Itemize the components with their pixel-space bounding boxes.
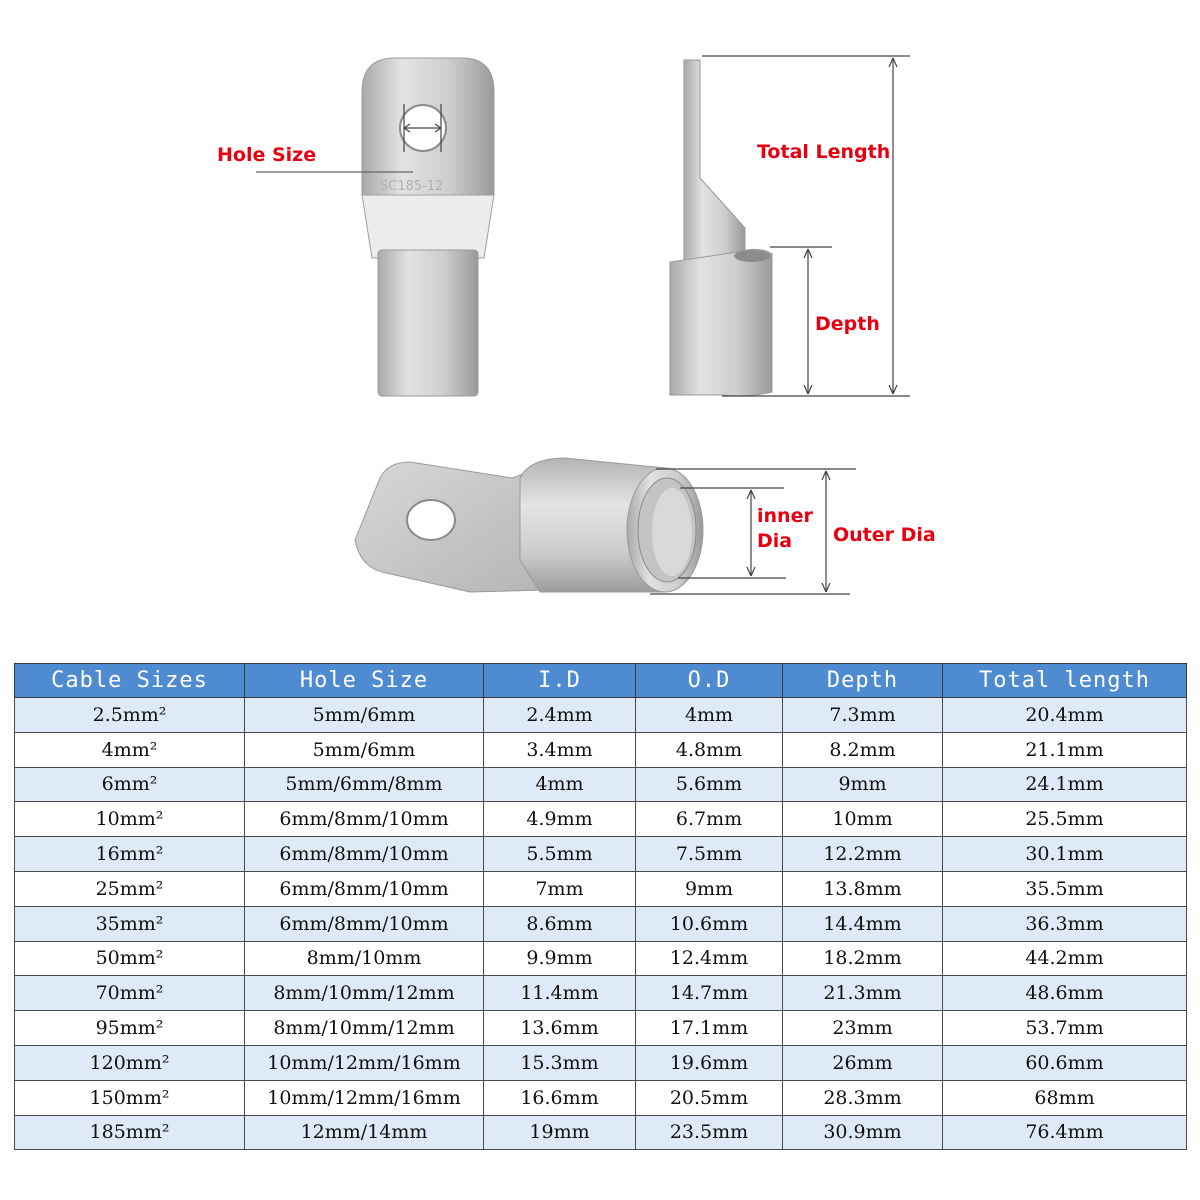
table-cell: 7mm: [484, 871, 636, 906]
table-cell: 10mm/12mm/16mm: [245, 1080, 484, 1115]
table-row: [15, 1080, 1187, 1115]
table-cell: 8mm/10mm/12mm: [245, 1011, 484, 1046]
lug-bottom-view: [355, 458, 703, 592]
table-cell: 14.4mm: [783, 906, 943, 941]
table-row: [15, 802, 1187, 837]
table-cell: 7.5mm: [636, 837, 783, 872]
inner-dia-label-line2: Dia: [757, 530, 793, 552]
table-cell: 120mm²: [15, 1045, 245, 1080]
table-cell: 11.4mm: [484, 976, 636, 1011]
table-cell: 185mm²: [15, 1115, 245, 1150]
total-length-label: Total Length: [757, 141, 891, 163]
table-cell: 9.9mm: [484, 941, 636, 976]
table-cell: 68mm: [943, 1080, 1187, 1115]
table-cell: 16.6mm: [484, 1080, 636, 1115]
table-cell: 21.1mm: [943, 732, 1187, 767]
table-cell: 35mm²: [15, 906, 245, 941]
table-cell: 26mm: [783, 1045, 943, 1080]
table-cell: 21.3mm: [783, 976, 943, 1011]
table-cell: 9mm: [783, 767, 943, 802]
inner-dia-label-line1: inner: [757, 505, 813, 527]
table-cell: 18.2mm: [783, 941, 943, 976]
table-cell: 15.3mm: [484, 1045, 636, 1080]
table-cell: 60.6mm: [943, 1045, 1187, 1080]
table-cell: 44.2mm: [943, 941, 1187, 976]
table-cell: 4.8mm: [636, 732, 783, 767]
column-header: O.D: [636, 664, 783, 698]
column-header: Cable Sizes: [15, 664, 245, 698]
table-cell: 95mm²: [15, 1011, 245, 1046]
table-cell: 6mm/8mm/10mm: [245, 802, 484, 837]
table-cell: 28.3mm: [783, 1080, 943, 1115]
table-cell: 50mm²: [15, 941, 245, 976]
hole-size-label: Hole Size: [217, 144, 317, 166]
table-cell: 10mm²: [15, 802, 245, 837]
table-cell: 4mm: [484, 767, 636, 802]
table-row: [15, 941, 1187, 976]
table-cell: 19mm: [484, 1115, 636, 1150]
table-cell: 16mm²: [15, 837, 245, 872]
table-cell: 48.6mm: [943, 976, 1187, 1011]
table-cell: 23.5mm: [636, 1115, 783, 1150]
table-row: [15, 1011, 1187, 1046]
table-cell: 23mm: [783, 1011, 943, 1046]
table-cell: 6mm²: [15, 767, 245, 802]
table-cell: 10.6mm: [636, 906, 783, 941]
table-cell: 6mm/8mm/10mm: [245, 837, 484, 872]
table-cell: 4mm: [636, 698, 783, 733]
table-cell: 8.6mm: [484, 906, 636, 941]
table-cell: 6.7mm: [636, 802, 783, 837]
table-cell: 8mm/10mm: [245, 941, 484, 976]
table-cell: 13.8mm: [783, 871, 943, 906]
table-cell: 4mm²: [15, 732, 245, 767]
table-cell: 3.4mm: [484, 732, 636, 767]
table-cell: 5.5mm: [484, 837, 636, 872]
table-cell: 19.6mm: [636, 1045, 783, 1080]
table-row: [15, 698, 1187, 733]
table-cell: 10mm: [783, 802, 943, 837]
table-row: [15, 906, 1187, 941]
table-cell: 12mm/14mm: [245, 1115, 484, 1150]
spec-table: [14, 663, 1187, 1150]
table-cell: 13.6mm: [484, 1011, 636, 1046]
table-cell: 8.2mm: [783, 732, 943, 767]
table-row: [15, 1045, 1187, 1080]
column-header: Depth: [783, 664, 943, 698]
column-header: Hole Size: [245, 664, 484, 698]
outer-dia-label: Outer Dia: [833, 524, 936, 546]
table-cell: 35.5mm: [943, 871, 1187, 906]
lug-front-view: [362, 58, 494, 396]
table-cell: 53.7mm: [943, 1011, 1187, 1046]
table-cell: 8mm/10mm/12mm: [245, 976, 484, 1011]
table-cell: 7.3mm: [783, 698, 943, 733]
table-cell: 36.3mm: [943, 906, 1187, 941]
column-header: Total length: [943, 664, 1187, 698]
table-row: [15, 837, 1187, 872]
table-cell: 17.1mm: [636, 1011, 783, 1046]
table-cell: 10mm/12mm/16mm: [245, 1045, 484, 1080]
table-cell: 30.1mm: [943, 837, 1187, 872]
table-row: [15, 976, 1187, 1011]
table-cell: 20.4mm: [943, 698, 1187, 733]
table-cell: 30.9mm: [783, 1115, 943, 1150]
table-header-row: [15, 664, 1187, 698]
table-cell: 5mm/6mm: [245, 698, 484, 733]
table-row: [15, 732, 1187, 767]
depth-label: Depth: [815, 313, 880, 335]
table-cell: 25.5mm: [943, 802, 1187, 837]
table-cell: 6mm/8mm/10mm: [245, 906, 484, 941]
table-cell: 12.4mm: [636, 941, 783, 976]
lug-side-view: [670, 60, 772, 396]
table-cell: 9mm: [636, 871, 783, 906]
table-row: [15, 871, 1187, 906]
table-cell: 2.5mm²: [15, 698, 245, 733]
svg-text:SC185-12: SC185-12: [380, 179, 444, 194]
table-cell: 12.2mm: [783, 837, 943, 872]
table-cell: 5mm/6mm/8mm: [245, 767, 484, 802]
column-header: I.D: [484, 664, 636, 698]
table-cell: 150mm²: [15, 1080, 245, 1115]
table-cell: 5.6mm: [636, 767, 783, 802]
table-cell: 24.1mm: [943, 767, 1187, 802]
table-cell: 5mm/6mm: [245, 732, 484, 767]
table-cell: 25mm²: [15, 871, 245, 906]
table-row: [15, 767, 1187, 802]
table-cell: 76.4mm: [943, 1115, 1187, 1150]
table-cell: 4.9mm: [484, 802, 636, 837]
table-cell: 70mm²: [15, 976, 245, 1011]
table-cell: 14.7mm: [636, 976, 783, 1011]
table-cell: 20.5mm: [636, 1080, 783, 1115]
table-row: [15, 1115, 1187, 1150]
table-cell: 6mm/8mm/10mm: [245, 871, 484, 906]
table-cell: 2.4mm: [484, 698, 636, 733]
